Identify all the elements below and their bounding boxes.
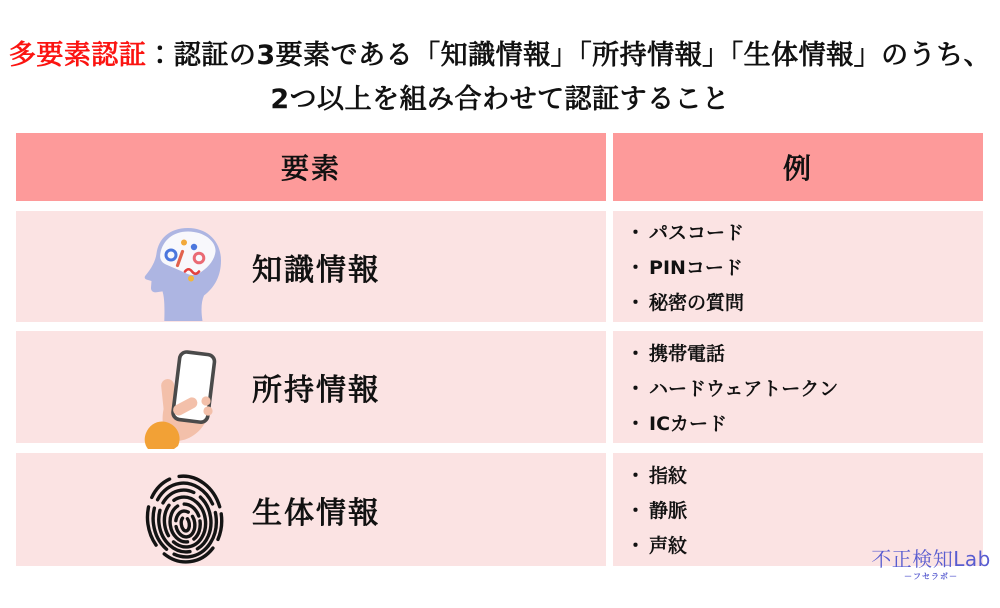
bullet: ・	[626, 500, 646, 522]
header-example-label: 例	[782, 152, 813, 185]
table-row-knowledge-factor	[16, 211, 606, 322]
title-separator: ：	[146, 40, 174, 71]
brain-head-icon	[133, 225, 237, 321]
table-header-example	[613, 133, 983, 201]
logo-subtext: －フセラボ－	[904, 572, 958, 581]
example-text: ICカード	[649, 412, 728, 435]
bullet: ・	[626, 535, 646, 557]
icon-slot	[126, 212, 244, 321]
header-factor-label: 要素	[280, 152, 341, 185]
bullet: ・	[626, 222, 646, 244]
example-item	[626, 339, 983, 366]
bullet: ・	[626, 292, 646, 314]
example-text: 静脈	[649, 500, 688, 522]
example-item	[626, 461, 983, 488]
example-item	[626, 409, 983, 436]
logo-text: 不正検知Lab	[871, 547, 991, 571]
example-item	[626, 496, 983, 523]
example-text: 秘密の質問	[649, 292, 745, 314]
title-line-2: 2つ以上を組み合わせて認証すること	[270, 84, 730, 115]
bullet: ・	[626, 377, 646, 400]
table-row-biometric-factor	[16, 453, 606, 566]
table-header-factor	[16, 133, 606, 201]
example-text: PINコード	[649, 257, 743, 279]
phone-in-hand-icon	[136, 349, 234, 449]
example-item	[626, 288, 983, 315]
factor-label-knowledge: 知識情報	[252, 252, 380, 288]
table-row-possession-factor	[16, 331, 606, 443]
example-text: ハードウェアトークン	[649, 377, 839, 400]
example-item	[626, 218, 983, 245]
title-line-1	[0, 34, 1000, 78]
icon-slot	[126, 326, 244, 449]
icon-slot	[126, 448, 244, 572]
example-text: 声紋	[649, 535, 688, 557]
bullet: ・	[626, 412, 646, 435]
table-row-possession-examples	[613, 331, 983, 443]
example-text: 指紋	[649, 465, 688, 487]
example-text: パスコード	[649, 222, 745, 244]
bullet: ・	[626, 342, 646, 365]
factor-label-possession: 所持情報	[252, 373, 380, 408]
page-title	[0, 34, 1000, 122]
table-row-knowledge-examples	[613, 211, 983, 322]
example-item	[626, 253, 983, 280]
fusera-lab-logo	[870, 548, 992, 582]
title-term: 多要素認証	[8, 40, 147, 71]
bullet: ・	[626, 257, 646, 279]
title-line1-text: 認証の3要素である「知識情報」「所持情報」「生体情報」のうち、	[173, 40, 992, 71]
example-text: 携帯電話	[649, 342, 726, 365]
fingerprint-icon	[145, 462, 225, 572]
bullet: ・	[626, 465, 646, 487]
factor-label-biometric: 生体情報	[252, 495, 380, 531]
example-item	[626, 374, 983, 401]
